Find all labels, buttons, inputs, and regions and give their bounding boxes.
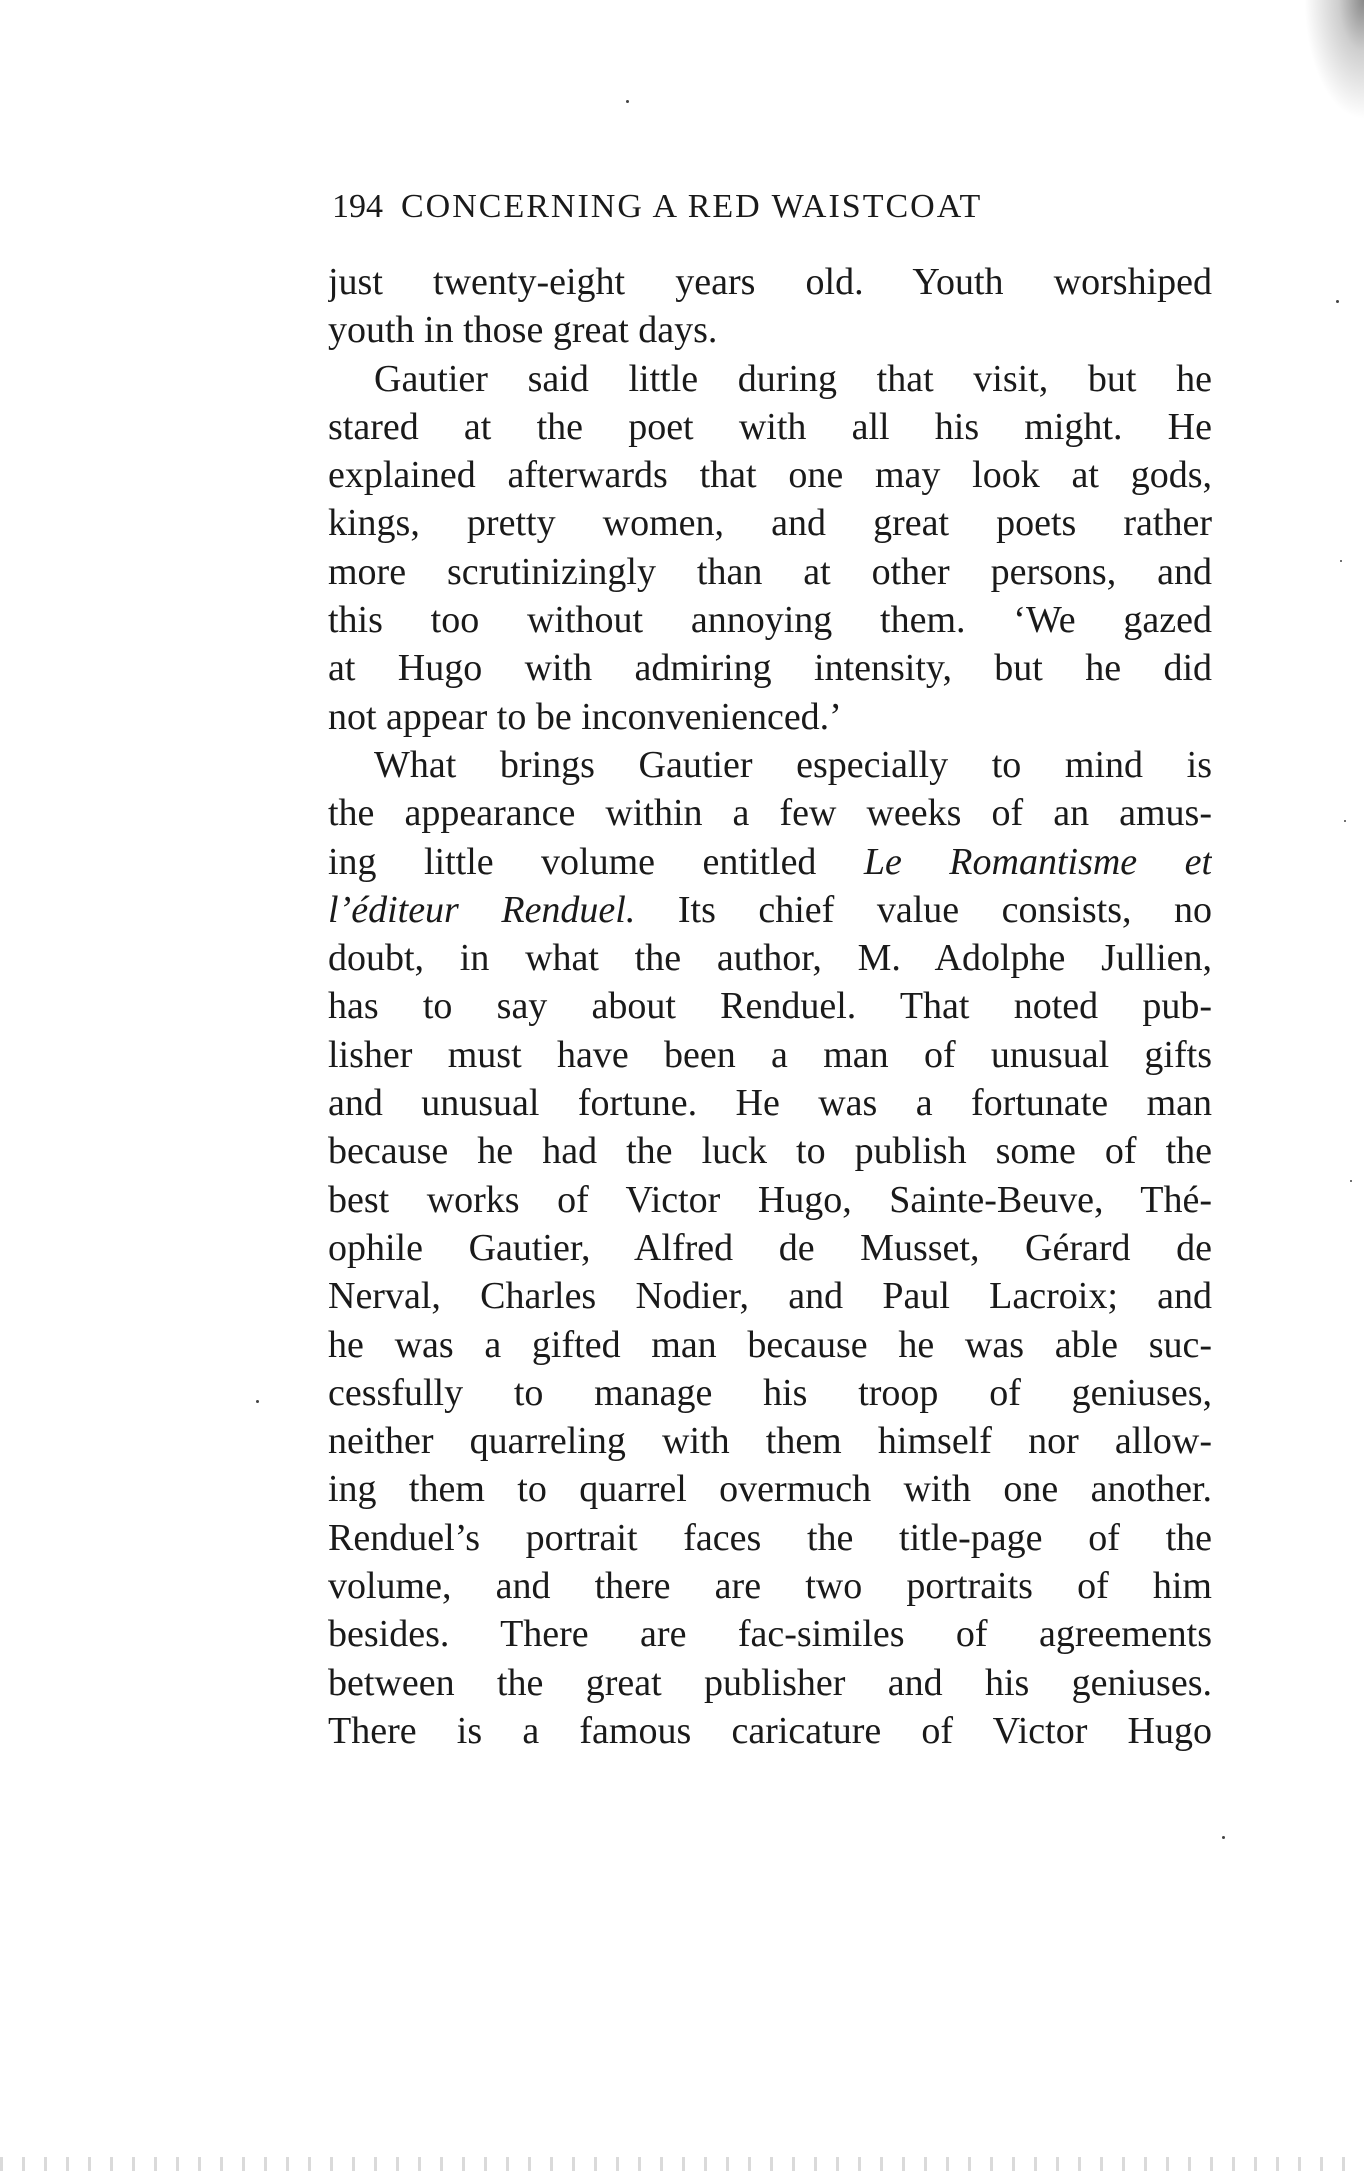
text-line: ophile Gautier, Alfred de Musset, Gérard de: [328, 1226, 1212, 1269]
text-line: kings, pretty women, and great poets rather: [328, 502, 1212, 545]
paragraph-start-line: Gautier said little during that visit, but he: [374, 357, 1212, 400]
text-line: Nerval, Charles Nodier, and Paul Lacroix; and: [328, 1275, 1212, 1318]
paper-speck: [1344, 820, 1346, 822]
text-line: youth in those great days.: [328, 309, 718, 352]
text-line: at Hugo with admiring intensity, but he did: [328, 647, 1212, 690]
book-title-italic: l’éditeur Renduel.: [328, 888, 636, 931]
running-head: [332, 188, 1212, 238]
text-line: stared at the poet with all his might. He: [328, 405, 1212, 448]
text-line: he was a gifted man because he was able suc-: [328, 1323, 1212, 1366]
text-line: ing them to quarrel overmuch with one another.: [328, 1468, 1212, 1511]
text-line: has to say about Renduel. That noted pub-: [328, 985, 1212, 1028]
running-title: CONCERNING A RED WAISTCOAT: [401, 188, 983, 225]
text-line: this too without annoying them. ‘We gazed: [328, 599, 1212, 642]
body-text: [328, 258, 1212, 1755]
text-line: and unusual fortune. He was a fortunate man: [328, 1082, 1212, 1125]
paragraph-start-line: What brings Gautier especially to mind is: [374, 743, 1212, 786]
text-line: doubt, in what the author, M. Adolphe Jullien,: [328, 937, 1212, 980]
paper-speck: [1340, 560, 1342, 562]
text-line: not appear to be inconvenienced.’: [328, 695, 842, 738]
paper-speck: [1350, 1180, 1352, 1182]
text-line: between the great publisher and his geniuses.: [328, 1661, 1212, 1704]
text-line: because he had the luck to publish some of the: [328, 1130, 1212, 1173]
paper-speck: [1222, 1836, 1225, 1839]
paper-speck: [626, 100, 629, 103]
text-line: There is a famous caricature of Victor Hugo: [328, 1709, 1212, 1752]
paper-speck: [256, 1400, 259, 1403]
page-number: 194: [332, 188, 383, 225]
paper-speck: [1336, 300, 1339, 303]
text-line: the appearance within a few weeks of an amus-: [328, 792, 1212, 835]
text-line: just twenty-eight years old. Youth worshiped: [328, 261, 1212, 303]
text-line-with-title: [328, 838, 1212, 886]
text-line: Renduel’s portrait faces the title-page of the: [328, 1516, 1212, 1559]
text-line: more scrutinizingly than at other persons, and: [328, 550, 1212, 593]
text-line: cessfully to manage his troop of geniuses,: [328, 1371, 1212, 1414]
text-line: besides. There are fac-similes of agreements: [328, 1613, 1212, 1656]
page-bottom-edge: [0, 2157, 1364, 2171]
text-segment: ing little volume entitled: [328, 840, 817, 883]
book-title-italic: Le Romantisme et: [863, 840, 1212, 883]
text-line: best works of Victor Hugo, Sainte-Beuve, Thé-: [328, 1178, 1212, 1221]
text-line: neither quarreling with them himself nor allow-: [328, 1420, 1212, 1463]
text-line: volume, and there are two portraits of him: [328, 1565, 1212, 1608]
text-segment: Its chief value consists, no: [677, 888, 1212, 931]
text-line-with-title: [328, 886, 1212, 934]
page-edge-shadow: [1304, 0, 1364, 120]
text-line: lisher must have been a man of unusual gifts: [328, 1033, 1212, 1076]
text-line: explained afterwards that one may look at gods,: [328, 454, 1212, 497]
